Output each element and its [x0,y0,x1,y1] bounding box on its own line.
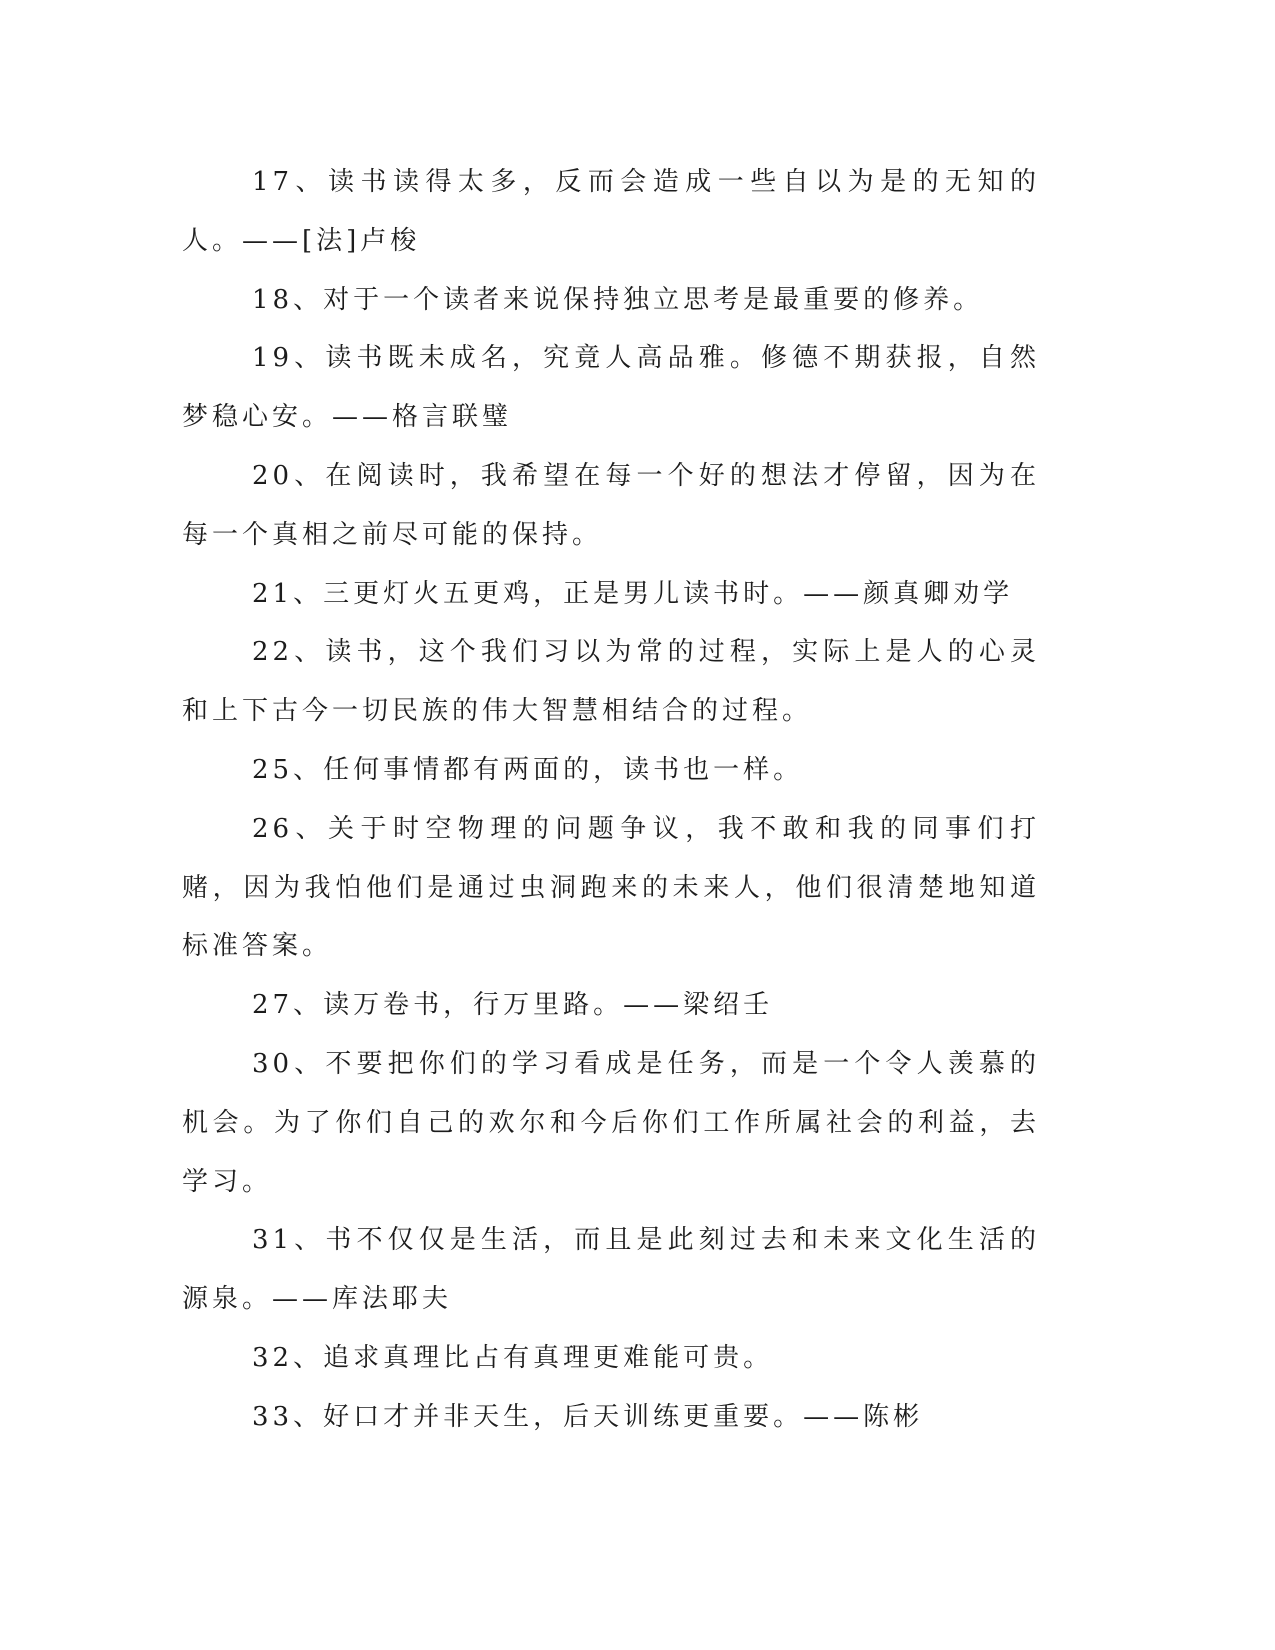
quote-paragraph-19: 19、读书既未成名，究竟人高品雅。修德不期获报，自然梦稳心安。——格言联璧 [182,343,1040,433]
quote-list [182,153,1040,1447]
quote-paragraph-31: 31、书不仅仅是生活，而且是此刻过去和未来文化生活的源泉。——库法耶夫 [182,1225,1040,1315]
quote-paragraph-27: 27、读万卷书，行万里路。——梁绍壬 [252,990,774,1021]
quote-paragraph-30: 30、不要把你们的学习看成是任务，而是一个令人羡慕的机会。为了你们自己的欢尔和今后你们工作所属社会的利益，去学习。 [182,1048,1040,1197]
quote-paragraph-32: 32、追求真理比占有真理更难能可贵。 [252,1342,774,1373]
quote-paragraph-33: 33、好口才并非天生，后天训练更重要。——陈彬 [252,1401,924,1432]
quote-paragraph-17: 17、读书读得太多，反而会造成一些自以为是的无知的人。——[法]卢梭 [182,167,1040,256]
quote-paragraph-25: 25、任何事情都有两面的，读书也一样。 [252,754,804,785]
quote-paragraph-18: 18、对于一个读者来说保持独立思考是最重要的修养。 [252,284,984,315]
quote-paragraph-22: 22、读书，这个我们习以为常的过程，实际上是人的心灵和上下古今一切民族的伟大智慧相结合的过程。 [182,637,1040,727]
quote-paragraph-21: 21、三更灯火五更鸡，正是男儿读书时。——颜真卿劝学 [252,578,1014,609]
quote-paragraph-26: 26、关于时空物理的问题争议，我不敢和我的同事们打赌，因为我怕他们是通过虫洞跑来的未来人，他们很清楚地知道标准答案。 [182,813,1040,962]
quote-paragraph-20: 20、在阅读时，我希望在每一个好的想法才停留，因为在每一个真相之前尽可能的保持。 [182,460,1040,550]
